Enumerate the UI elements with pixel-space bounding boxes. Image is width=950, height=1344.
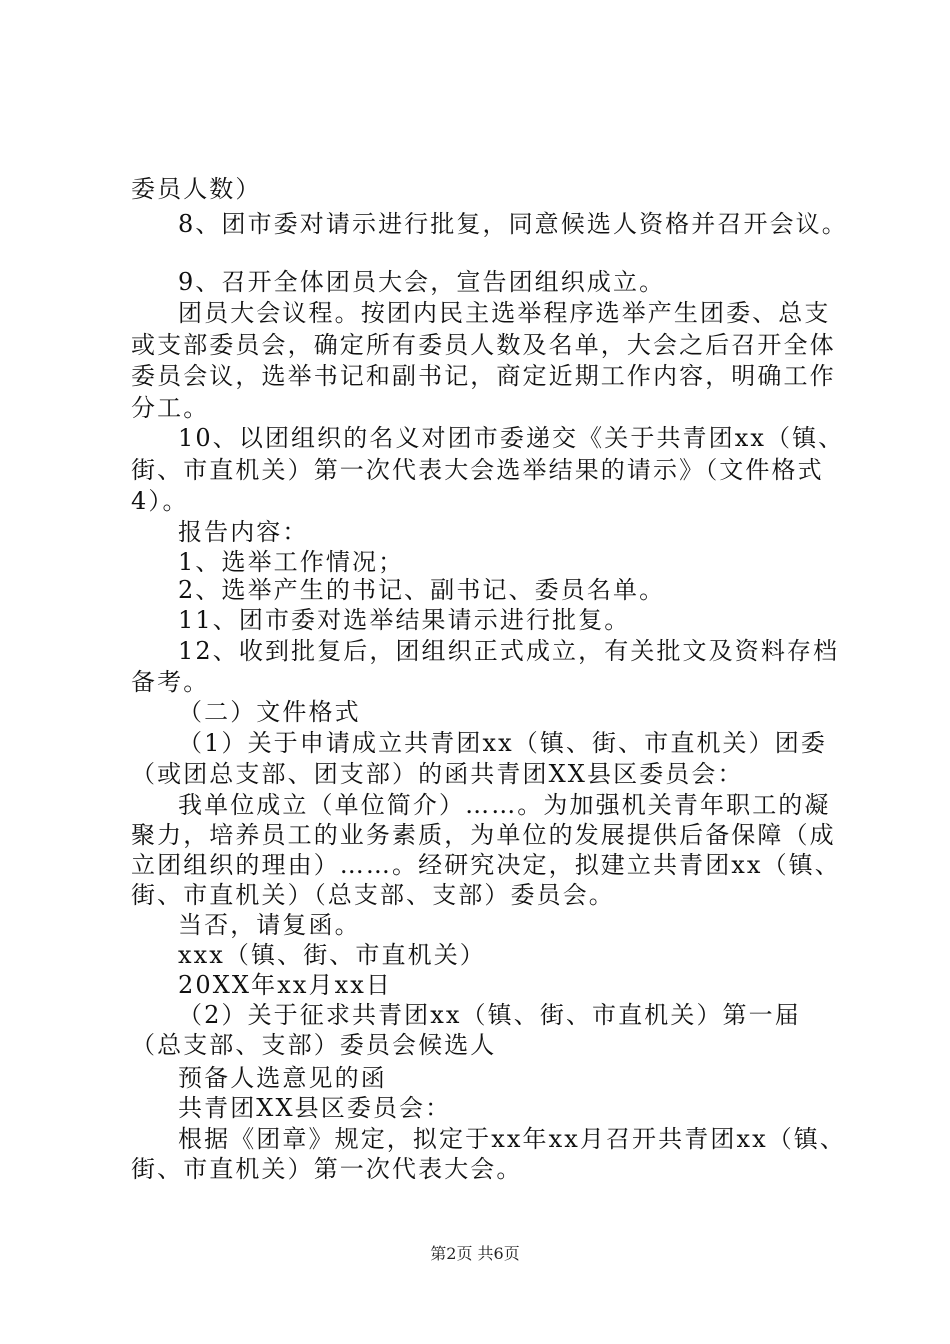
text-line: 备考。	[131, 668, 210, 696]
text-line: 预备人选意见的函	[178, 1064, 387, 1092]
text-line: 当否，请复函。	[178, 911, 361, 939]
text-line: 9、召开全体团员大会，宣告团组织成立。	[178, 268, 666, 296]
text-line: 聚力，培养员工的业务素质，为单位的发展提供后备保障（成	[131, 821, 836, 849]
text-line: 10、以团组织的名义对团市委递交《关于共青团xx（镇、	[178, 424, 845, 452]
text-line: 8、团市委对请示进行批复，同意候选人资格并召开会议。	[178, 210, 848, 238]
text-line: 分工。	[131, 394, 210, 422]
text-line: 11、团市委对选举结果请示进行批复。	[178, 606, 631, 634]
text-line: 共青团XX县区委员会：	[178, 1094, 452, 1122]
text-line: 2、选举产生的书记、副书记、委员名单。	[178, 576, 666, 604]
text-line: 团员大会议程。按团内民主选举程序选举产生团委、总支	[178, 299, 831, 327]
text-line: （总支部、支部）委员会候选人	[131, 1031, 497, 1059]
text-line: 街、市直机关）（总支部、支部）委员会。	[131, 881, 615, 909]
date-line: 20XX年xx月xx日	[178, 971, 392, 999]
text-line: 12、收到批复后，团组织正式成立，有关批文及资料存档	[178, 637, 840, 665]
text-line: 委员人数）	[131, 175, 262, 203]
text-line: 报告内容：	[178, 518, 309, 546]
text-line: 1、选举工作情况；	[178, 548, 405, 576]
text-line: 街、市直机关）第一次代表大会。	[131, 1155, 523, 1183]
text-line: 4）。	[131, 487, 189, 515]
text-line: 街、市直机关）第一次代表大会选举结果的请示》（文件格式	[131, 456, 824, 484]
section-heading: （二）文件格式	[178, 698, 361, 726]
page-number-footer: 第2页 共6页	[430, 1244, 520, 1263]
text-line: 根据《团章》规定，拟定于xx年xx月召开共青团xx（镇、	[178, 1125, 847, 1153]
text-line: 或支部委员会，确定所有委员人数及名单，大会之后召开全体	[131, 331, 836, 359]
text-line: （2）关于征求共青团xx（镇、街、市直机关）第一届	[178, 1001, 801, 1029]
text-line: xxx（镇、街、市直机关）	[178, 941, 486, 969]
text-line: 立团组织的理由）……。经研究决定，拟建立共青团xx（镇、	[131, 851, 841, 879]
text-line: 委员会议，选举书记和副书记，商定近期工作内容，明确工作	[131, 362, 836, 390]
text-line: 我单位成立（单位简介）……。为加强机关青年职工的凝	[178, 791, 831, 819]
text-line: （1）关于申请成立共青团xx（镇、街、市直机关）团委	[178, 729, 827, 757]
text-line: （或团总支部、团支部）的函共青团XX县区委员会：	[131, 760, 744, 788]
